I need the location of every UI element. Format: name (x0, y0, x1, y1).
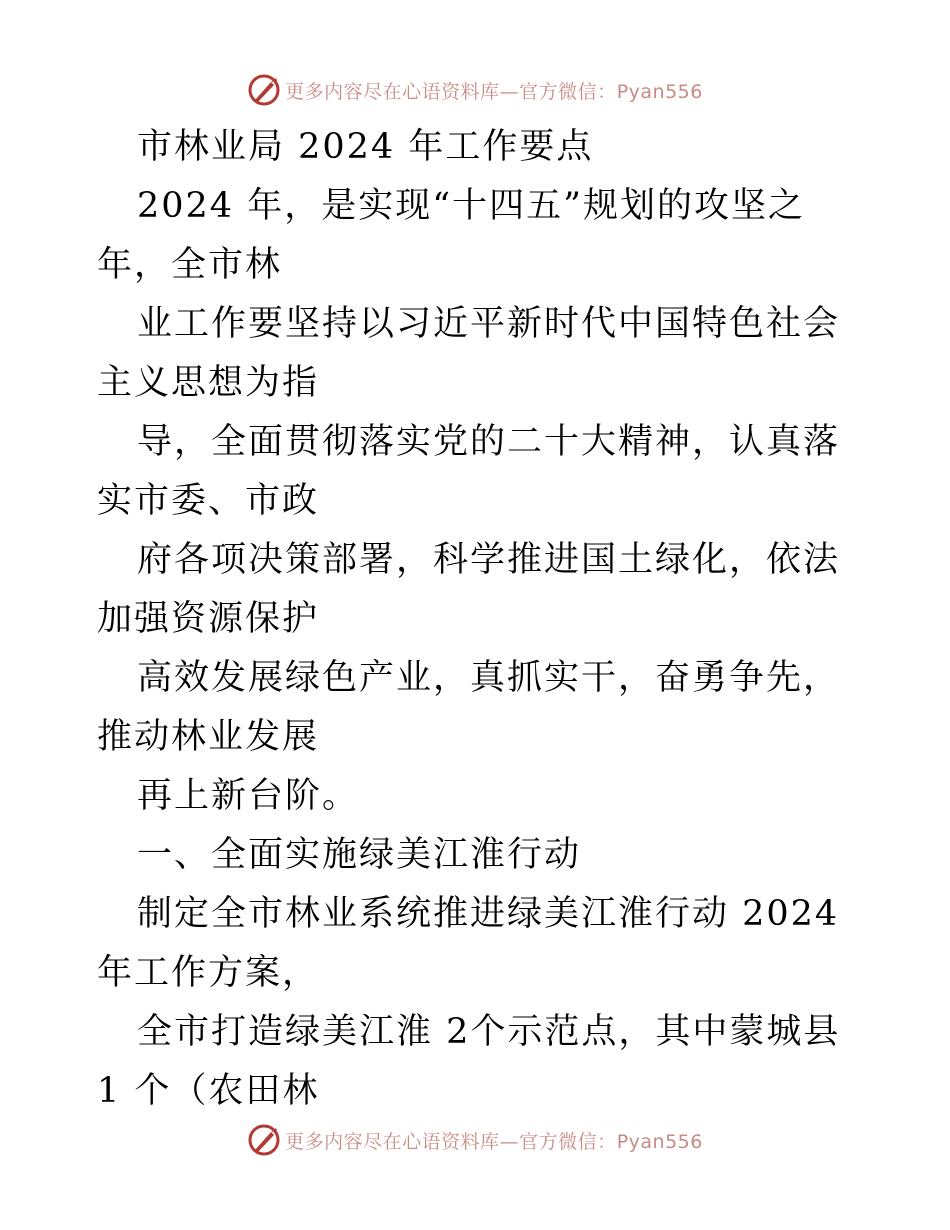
header-text (285, 77, 703, 104)
document-paragraph: 导，全面贯彻落实党的二十大精神，认真落实市委、市政 (97, 422, 841, 521)
document-paragraph: 制定全市林业系统推进绿美江淮行动 2024 年工作方案， (97, 894, 840, 993)
document-paragraph: 府各项决策部署，科学推进国土绿化，依法加强资源保护 (97, 540, 841, 639)
footer-wechat-label: 官方微信： (519, 1130, 617, 1153)
footer-wechat-id: Pyan556 (616, 1130, 703, 1153)
header-watermark (0, 70, 950, 110)
footer-site-text: 更多内容尽在心语资料库 (285, 1130, 500, 1153)
document-title: 市林业局 2024 年工作要点 (137, 127, 594, 167)
header-wechat-id: Pyan556 (616, 80, 703, 103)
header-wechat-label: 官方微信： (519, 80, 617, 103)
document-body (97, 118, 857, 1121)
header-dash: — (499, 80, 520, 103)
document-paragraph: 2024 年，是实现“十四五”规划的攻坚之年，全市林 (97, 186, 805, 285)
footer-dash: — (499, 1130, 520, 1153)
quill-pen-logo-icon (247, 73, 281, 107)
quill-pen-logo-icon (247, 1123, 281, 1157)
document-paragraph: 全市打造绿美江淮 2个示范点，其中蒙城县 1 个（农田林 (97, 1012, 841, 1111)
section-heading: 一、全面实施绿美江淮行动 (137, 835, 582, 875)
footer-text (285, 1127, 703, 1154)
document-paragraph: 高效发展绿色产业，真抓实干，奋勇争先，推动林业发展 (97, 658, 841, 757)
header-site-text: 更多内容尽在心语资料库 (285, 80, 500, 103)
document-paragraph: 再上新台阶。 (137, 776, 360, 816)
document-paragraph: 业工作要坚持以习近平新时代中国特色社会主义思想为指 (97, 304, 841, 403)
footer-watermark (0, 1120, 950, 1160)
